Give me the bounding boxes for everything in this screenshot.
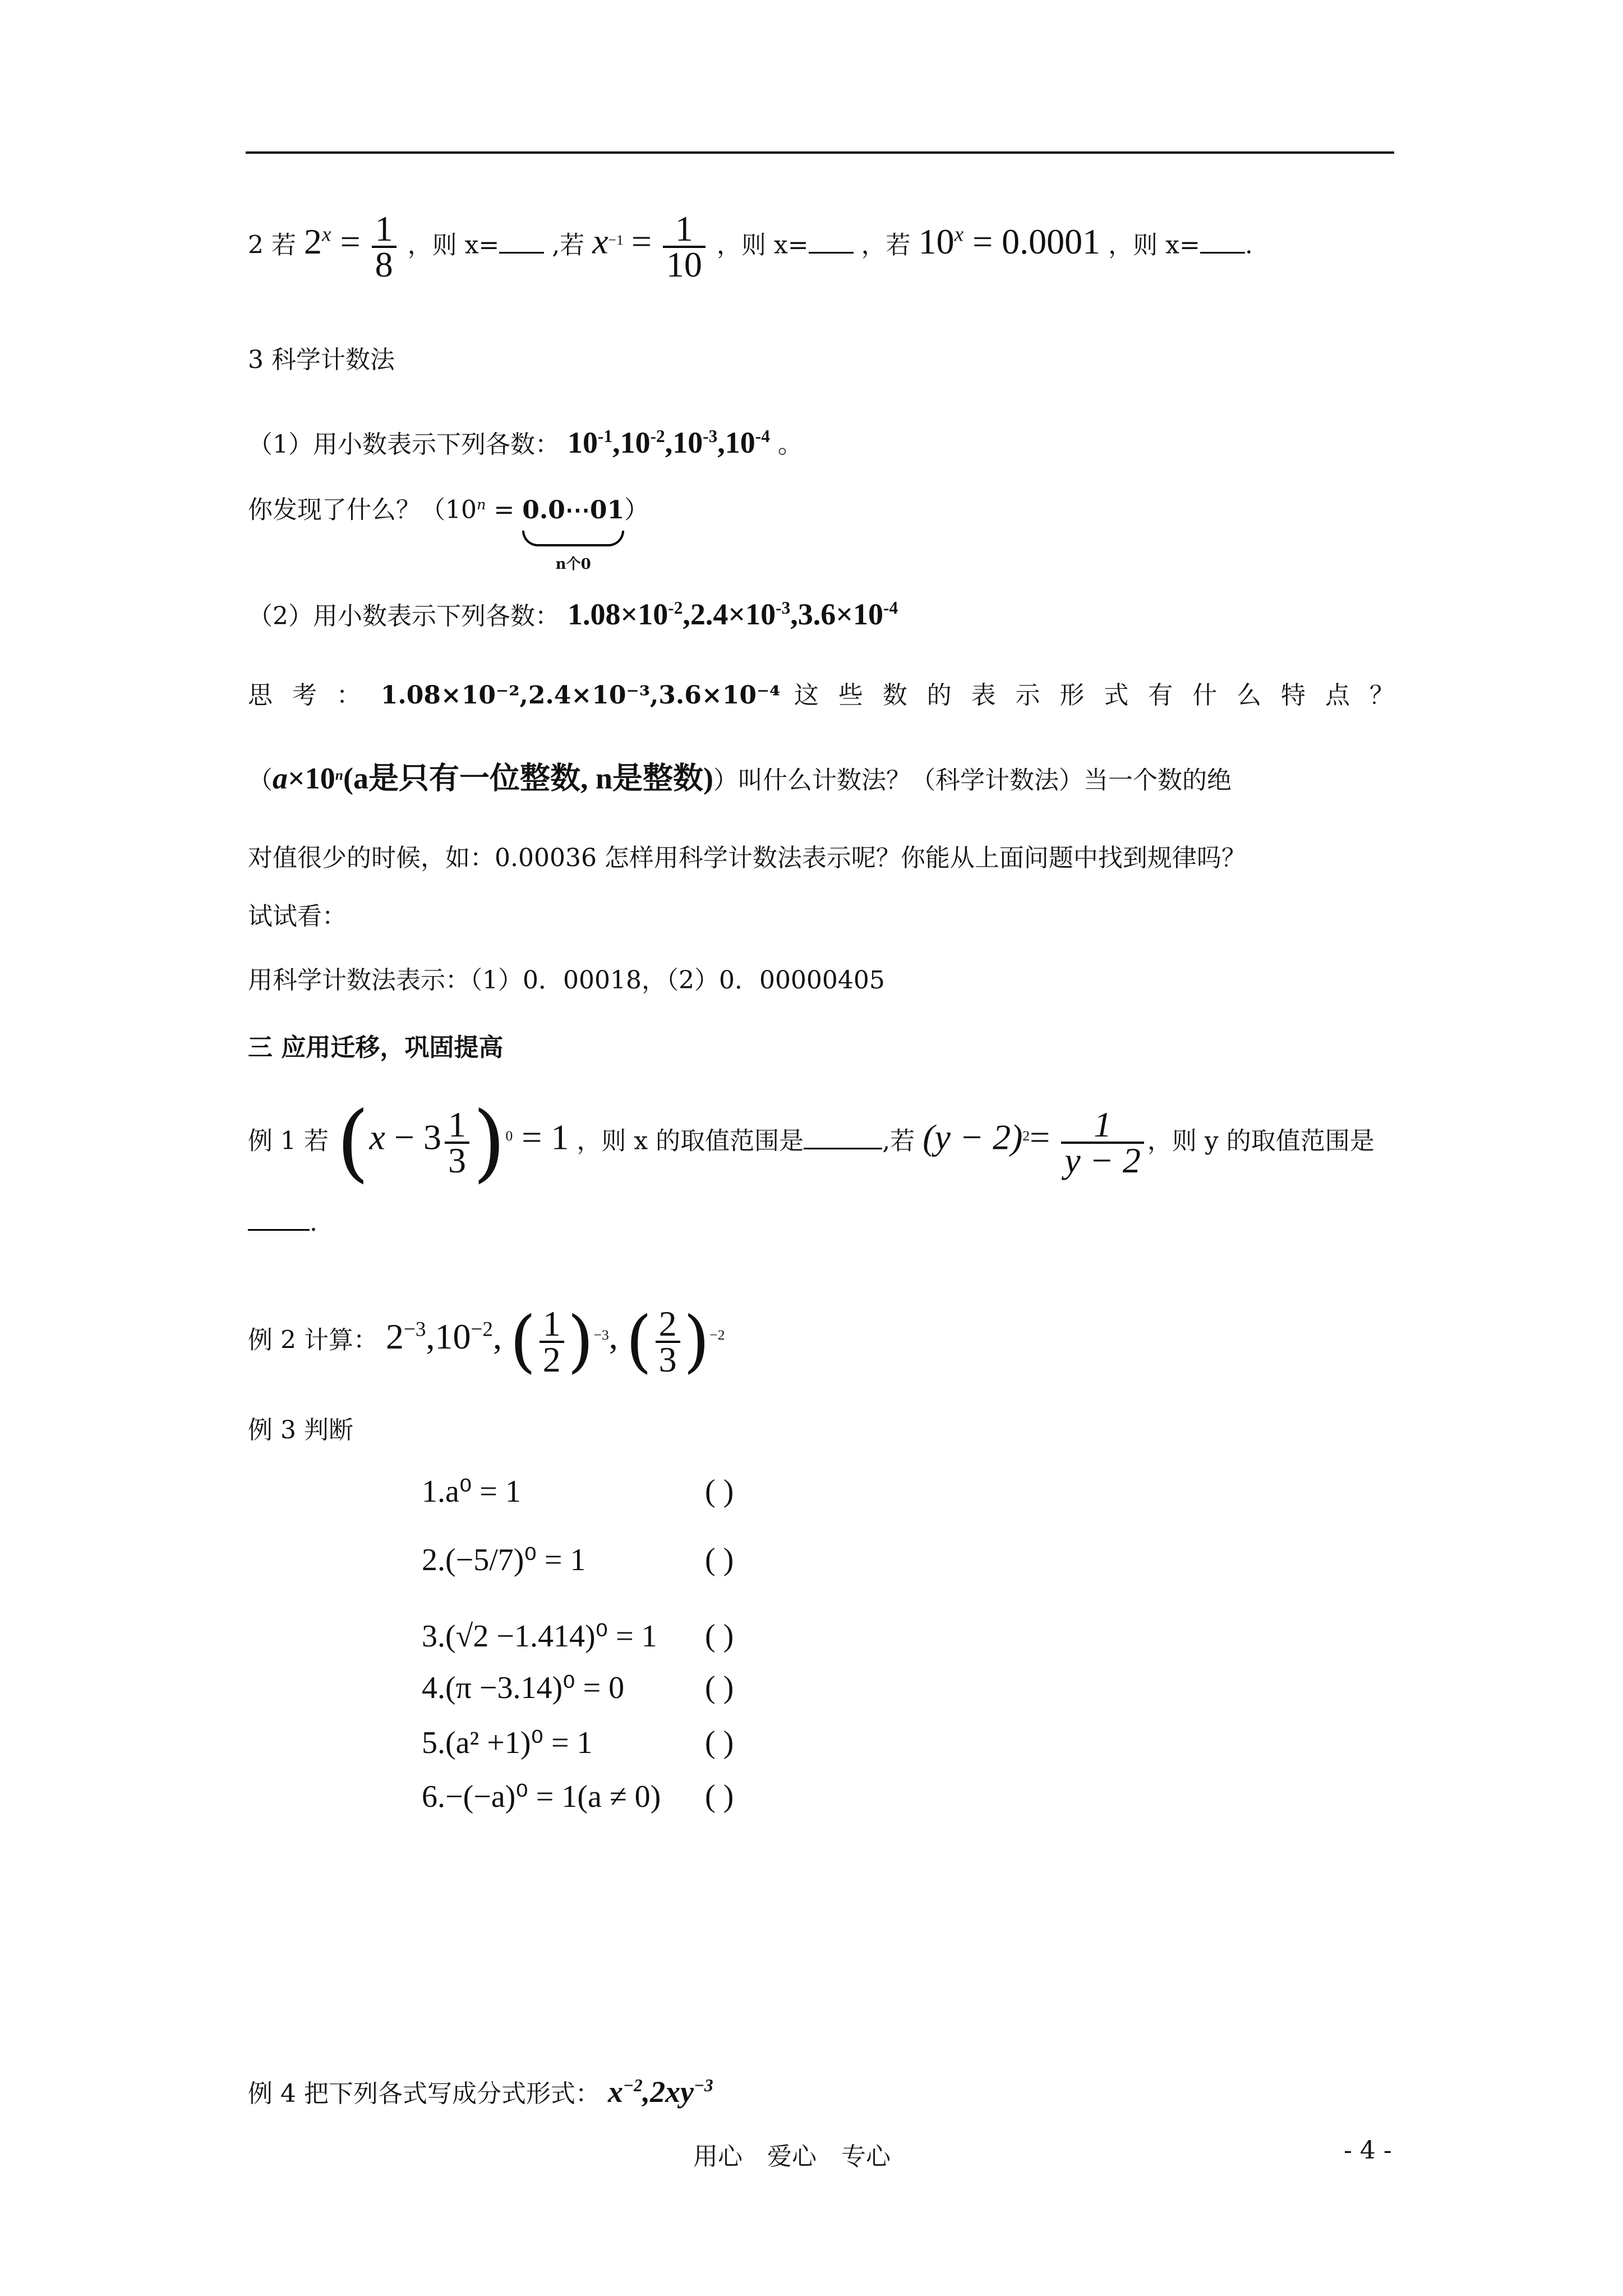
powers-of-ten: $10^{-1},10^{-2},10^{-3},10^{-4}$ <box>568 426 770 459</box>
discovery-line: 你发现了什么？（$10^n$ = 0.0⋯01 n个0 ） <box>248 488 649 527</box>
part-1: （1）用小数表示下列各数： $10^{-1},10^{-2},10^{-3},10^{-4}$ 。 <box>248 426 803 459</box>
example-3-label: 例 3 判断 <box>248 1416 353 1444</box>
decimal-with-brace: 0.0⋯01 n个0 <box>522 495 625 573</box>
example-2: 例 2 计算： $2^{-3},10^{-2}$, ( $\frac{1}{2}$ )$^{-3}$, ( $\frac{2}{3}$ )$^{-2}$ <box>248 1303 725 1381</box>
answer-blank-3[interactable] <box>1200 229 1245 254</box>
expr-10x: 10$^x$ = 0.0001 <box>918 221 1101 261</box>
footer-motto: 用心 爱心 专心 <box>693 2142 891 2171</box>
fraction-2-3: $\frac{2}{3}$ <box>656 1307 680 1377</box>
example-4: 例 4 把下列各式写成分式形式： $x^{-2},2xy^{-3}$ <box>248 2075 713 2109</box>
scientific-form-line: （$a\times 10^n(a$是只有一位整数, n是整数)）叫什么计数法？（科学计数法）当一个数的绝 <box>248 761 1232 795</box>
eq-sign: = <box>631 221 652 261</box>
text-ruo: 若 <box>271 231 296 260</box>
question-number: 2 <box>248 231 264 260</box>
part-2: （2）用小数表示下列各数： $1.08\times 10^{-2},2.4\times 10^{-3},3.6\times 10^{-4}$ <box>248 597 898 631</box>
judge-item-3: 3.(√2 −1.414)⁰ = 1 ( ) <box>422 1618 734 1654</box>
exp-neg-1: −1 <box>608 231 624 248</box>
header-rule <box>246 151 1394 154</box>
section-3-heading: 3 科学计数法 <box>248 346 395 374</box>
judge-answer-5[interactable]: ( ) <box>705 1725 734 1760</box>
example-1-blank-line: . <box>248 1206 317 1240</box>
judge-item-2: 2.(−5/7)⁰ = 1 ( ) <box>422 1542 734 1577</box>
text-ruo-3: ，若 <box>861 231 911 260</box>
text-ze-3: ，则 x= <box>1108 231 1200 260</box>
fraction-1-over-y-minus-2: $\frac{1}{y - 2}$ <box>1061 1108 1144 1177</box>
try-line: 试试看： <box>248 902 347 931</box>
underbrace <box>522 531 624 546</box>
judge-item-5: 5.(a² +1)⁰ = 1 ( ) <box>422 1725 734 1760</box>
text-ruo-2: ,若 <box>552 231 585 260</box>
abs-value-line: 对值很少的时候，如：0.00036 怎样用科学计数法表示呢？你能从上面问题中找到规律吗？ <box>248 844 1246 872</box>
fraction-1-10: $\frac{1}{10}$ <box>663 212 706 282</box>
judge-answer-2[interactable]: ( ) <box>705 1542 734 1577</box>
fraction-1-3: $\frac{1}{3}$ <box>445 1108 469 1177</box>
expr-2x: 2$^x$ = <box>304 221 361 261</box>
text-ze-2: ，则 x= <box>716 231 809 260</box>
judge-item-4: 4.(π −3.14)⁰ = 0 ( ) <box>422 1670 734 1705</box>
answer-blank-2[interactable] <box>809 229 854 254</box>
question-2: 2 若 2$^x$ = $\frac{1}{8}$ ，则 x= ,若 $x^{-1}$ = $\frac{1}{10}$ ，则 x= ，若 10$^x$ = 0.0001 ，则 x= . <box>248 209 1253 284</box>
var-x: x <box>592 221 608 261</box>
judge-item-6: 6.−(−a)⁰ = 1(a ≠ 0) ( ) <box>422 1779 734 1814</box>
judge-answer-4[interactable]: ( ) <box>705 1670 734 1705</box>
judge-answer-6[interactable]: ( ) <box>705 1779 734 1814</box>
judge-answer-1[interactable]: ( ) <box>705 1474 734 1508</box>
answer-blank-y-range[interactable] <box>248 1207 310 1231</box>
section-3-heading-apply: 三 应用迁移，巩固提高 <box>248 1033 504 1062</box>
sci-exercise: 用科学计数法表示：（1）0．00018，（2）0．00000405 <box>248 966 885 995</box>
judge-item-1: 1.a⁰ = 1 ( ) <box>422 1474 734 1509</box>
example-1: 例 1 若 (x − 3 $\frac{1}{3}$ )$^0$ = 1 ，则 x 的取值范围是 ,若 $(y - 2)^2=$ $\frac{1}{y - 2}$ ，则 y 的取值范围是 <box>248 1094 1375 1191</box>
text-ze-1: ，则 x= <box>407 231 500 260</box>
think-line: 思 考 ： 1.08×10⁻²,2.4×10⁻³,3.6×10⁻⁴ 这 些 数 的 表 示 形 式 有 什 么 特 点 ？ <box>248 681 1394 710</box>
judge-answer-3[interactable]: ( ) <box>705 1618 734 1653</box>
fraction-1-2: $\frac{1}{2}$ <box>540 1307 564 1377</box>
answer-blank-x-range[interactable] <box>804 1125 882 1149</box>
answer-blank-1[interactable] <box>499 229 544 254</box>
decimal-expressions: $1.08\times 10^{-2},2.4\times 10^{-3},3.6\times 10^{-4}$ <box>568 597 898 631</box>
page-number: - 4 - <box>1344 2136 1392 2165</box>
fraction-1-8: $\frac{1}{8}$ <box>372 212 396 282</box>
